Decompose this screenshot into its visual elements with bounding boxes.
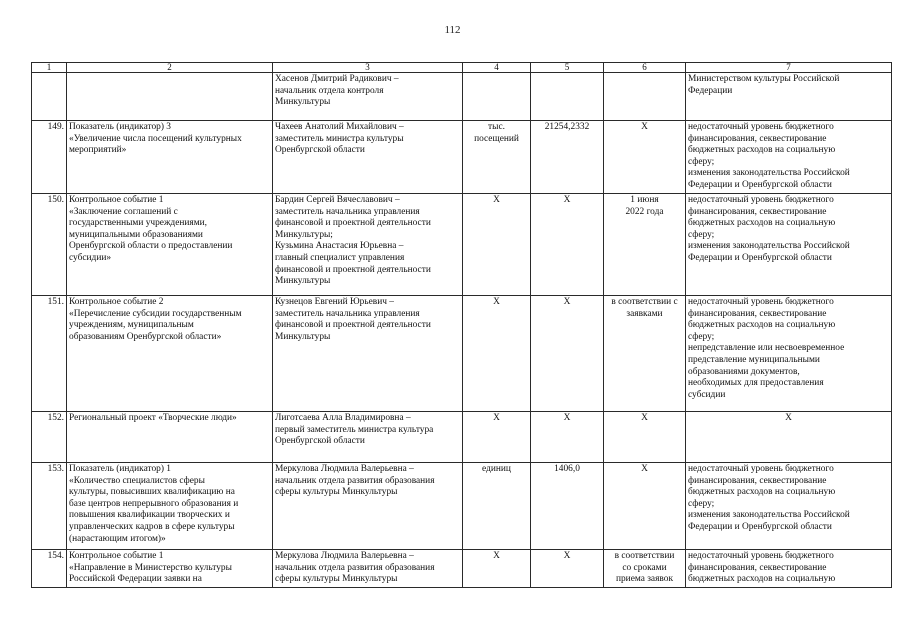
responsible-person: Лиготсаева Алла Владимировна – первый заместитель министра культура Оренбургской области	[273, 412, 463, 463]
unit-cell: Х	[463, 296, 531, 412]
table-row	[32, 194, 892, 296]
plan-table	[31, 62, 892, 588]
risk-cell: недостаточный уровень бюджетного финансирования, секвестирование бюджетных расходов на социальную сферу; изменения законодательства Российской Федерации и Оренбургской области	[686, 121, 892, 194]
deadline-cell: Х	[604, 412, 686, 463]
risk-cell: недостаточный уровень бюджетного финансирования, секвестирование бюджетных расходов на социальную сферу; непредставление или несвоевременное представление муниципальными образованиями документов, необходимых для предоставления субсидии	[686, 296, 892, 412]
table-row	[32, 550, 892, 588]
column-number: 4	[463, 63, 531, 73]
item-description: Показатель (индикатор) 1 «Количество специалистов сферы культуры, повысивших квалификацию на базе центров непрерывного образования и повышения квалификации творческих и управленческих кадров в сфере культуры (нарастающим итогом)»	[67, 463, 273, 550]
risk-cell: недостаточный уровень бюджетного финансирования, секвестирование бюджетных расходов на социальную сферу; изменения законодательства Российской Федерации и Оренбургской области	[686, 463, 892, 550]
item-description	[67, 73, 273, 121]
value-cell: Х	[531, 550, 604, 588]
row-number: 153.	[32, 463, 67, 550]
unit-cell: Х	[463, 194, 531, 296]
unit-cell: тыс. посещений	[463, 121, 531, 194]
risk-cell: Х	[686, 412, 892, 463]
table-row	[32, 412, 892, 463]
table-row	[32, 121, 892, 194]
column-number: 7	[686, 63, 892, 73]
item-description: Контрольное событие 1 «Заключение соглашений с государственными учреждениями, муниципальными образованиями Оренбургской области о предоставлении субсидии»	[67, 194, 273, 296]
risk-cell: недостаточный уровень бюджетного финансирования, секвестирование бюджетных расходов на социальную	[686, 550, 892, 588]
responsible-person: Кузнецов Евгений Юрьевич – заместитель начальника управления финансовой и проектной деятельности Минкультуры	[273, 296, 463, 412]
item-description: Контрольное событие 2 «Перечисление субсидии государственным учреждениям, муниципальным образованиям Оренбургской области»	[67, 296, 273, 412]
value-cell: 1406,0	[531, 463, 604, 550]
row-number: 149.	[32, 121, 67, 194]
row-number: 154.	[32, 550, 67, 588]
item-description: Контрольное событие 1 «Направление в Министерство культуры Российской Федерации заявки на	[67, 550, 273, 588]
deadline-cell: 1 июня 2022 года	[604, 194, 686, 296]
column-number: 6	[604, 63, 686, 73]
unit-cell	[463, 73, 531, 121]
responsible-person: Чахеев Анатолий Михайлович – заместитель министра культуры Оренбургской области	[273, 121, 463, 194]
column-number: 3	[273, 63, 463, 73]
deadline-cell: Х	[604, 121, 686, 194]
risk-cell: Министерством культуры Российской Федерации	[686, 73, 892, 121]
unit-cell: единиц	[463, 463, 531, 550]
column-number: 1	[32, 63, 67, 73]
risk-cell: недостаточный уровень бюджетного финансирования, секвестирование бюджетных расходов на социальную сферу; изменения законодательства Российской Федерации и Оренбургской области	[686, 194, 892, 296]
row-number: 150.	[32, 194, 67, 296]
column-number-row	[32, 63, 892, 73]
value-cell: Х	[531, 194, 604, 296]
responsible-person: Меркулова Людмила Валерьевна – начальник отдела развития образования сферы культуры Минкультуры	[273, 463, 463, 550]
column-number: 5	[531, 63, 604, 73]
item-description: Региональный проект «Творческие люди»	[67, 412, 273, 463]
table-row	[32, 463, 892, 550]
responsible-person: Бардин Сергей Вячеславович – заместитель начальника управления финансовой и проектной деятельности Минкультуры; Кузьмина Анастасия Юрьевна – главный специалист управления финансовой и проектной деятельности Минкультуры	[273, 194, 463, 296]
page-number: 112	[444, 24, 461, 36]
deadline-cell: в соответствии со сроками приема заявок	[604, 550, 686, 588]
unit-cell: Х	[463, 412, 531, 463]
item-description: Показатель (индикатор) 3 «Увеличение числа посещений культурных мероприятий»	[67, 121, 273, 194]
deadline-cell: в соответствии с заявками	[604, 296, 686, 412]
row-number: 152.	[32, 412, 67, 463]
unit-cell: Х	[463, 550, 531, 588]
row-number: 151.	[32, 296, 67, 412]
responsible-person: Меркулова Людмила Валерьевна – начальник отдела развития образования сферы культуры Минкультуры	[273, 550, 463, 588]
table-row	[32, 73, 892, 121]
value-cell: 21254,2332	[531, 121, 604, 194]
table-row	[32, 296, 892, 412]
value-cell	[531, 73, 604, 121]
column-number: 2	[67, 63, 273, 73]
responsible-person: Хасенов Дмитрий Радикович – начальник отдела контроля Минкультуры	[273, 73, 463, 121]
value-cell: Х	[531, 296, 604, 412]
deadline-cell	[604, 73, 686, 121]
row-number	[32, 73, 67, 121]
deadline-cell: Х	[604, 463, 686, 550]
value-cell: Х	[531, 412, 604, 463]
